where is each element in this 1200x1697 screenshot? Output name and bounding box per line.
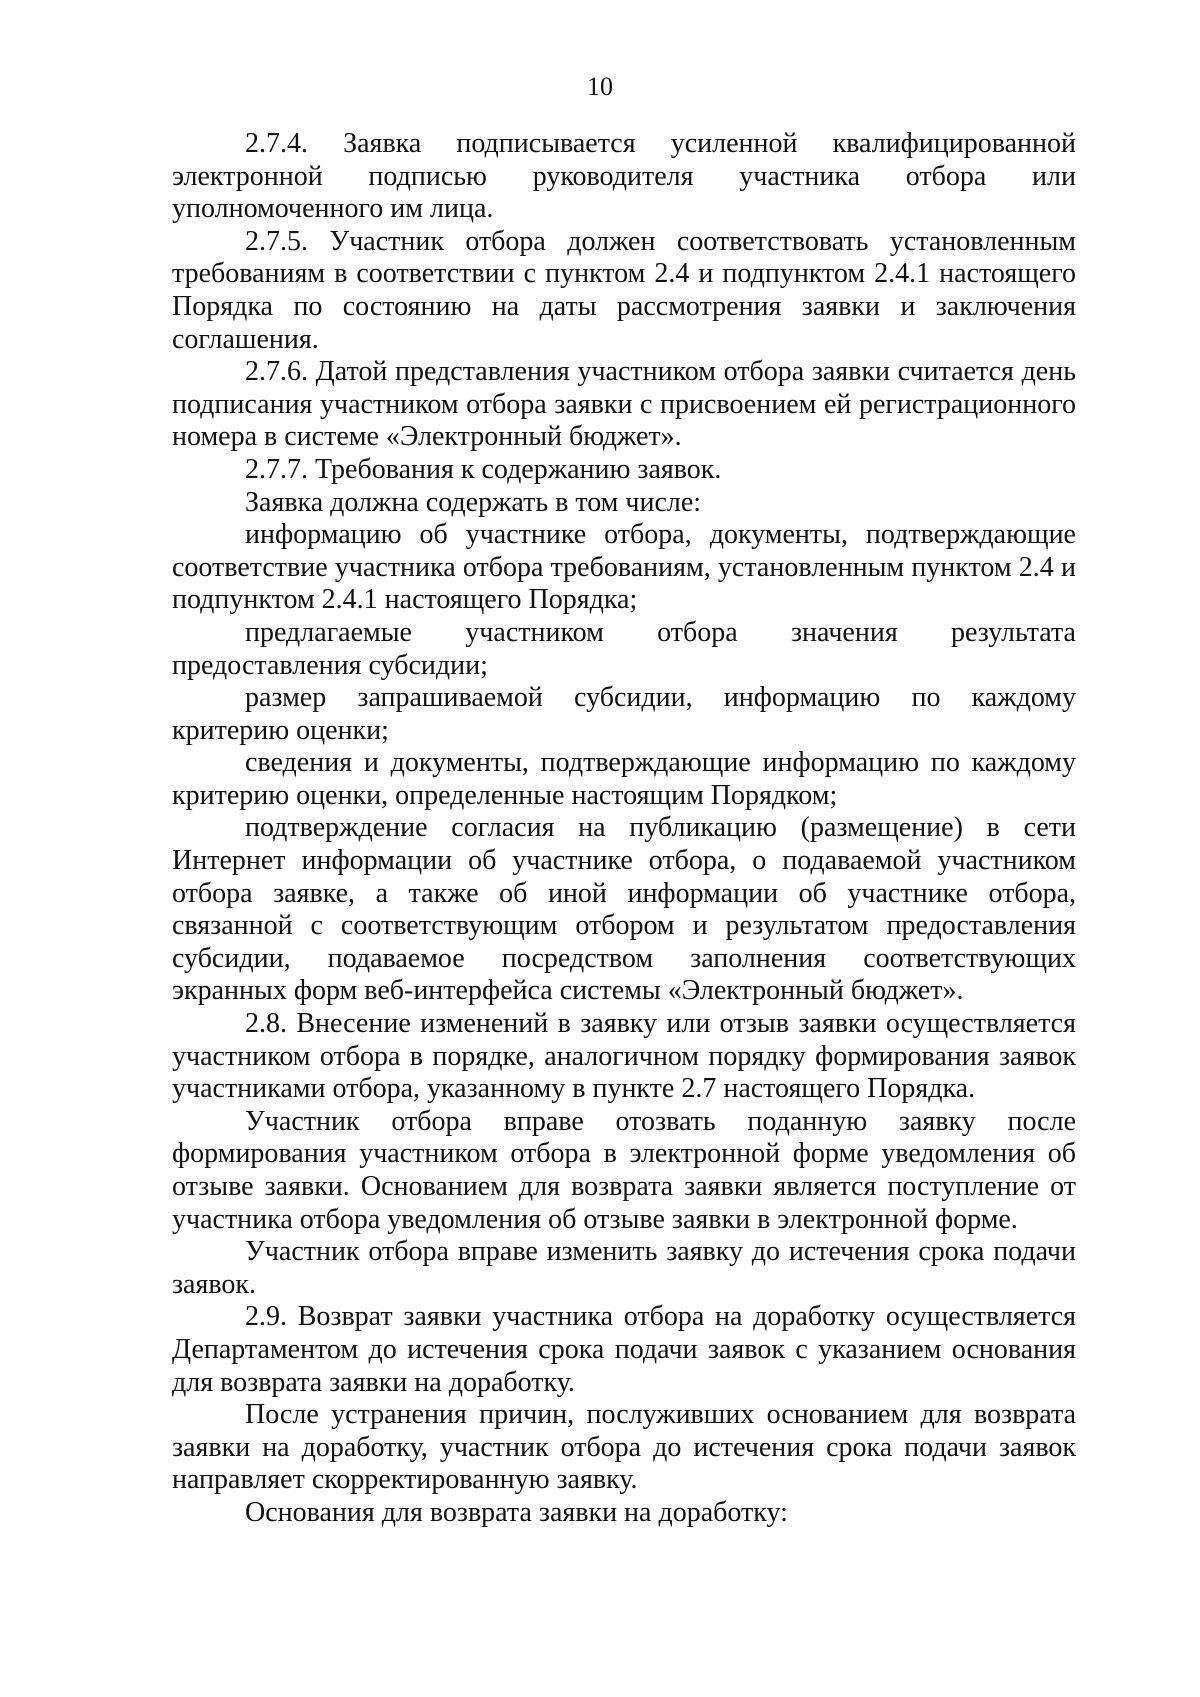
paragraph-2-7-5: 2.7.5. Участник отбора должен соответствовать установленным требованиям в соответствии с пунктом 2.4 и подпунктом 2.4.1 настоящего Порядка по состоянию на даты рассмотрения заявки и заключения соглашения. — [172, 225, 1076, 355]
paragraph-resubmission: После устранения причин, послуживших основанием для возврата заявки на доработку, участник отбора до истечения срока подачи заявок направляет скорректированную заявку. — [172, 1399, 1076, 1496]
paragraph-return-grounds: Основания для возврата заявки на доработку: — [245, 1496, 788, 1528]
paragraph-2-9: 2.9. Возврат заявки участника отбора на доработку осуществляется Департаментом до истечения срока подачи заявок с указанием основания для возврата заявки на доработку. — [172, 1301, 1076, 1398]
paragraph-result-values: предлагаемые участником отбора значения результата предоставления субсидии; — [172, 616, 1076, 681]
paragraph-criteria-documents: сведения и документы, подтверждающие информацию по каждому критерию оценки, определенные настоящим Порядком; — [172, 747, 1076, 811]
paragraph-2-7-6: 2.7.6. Датой представления участником отбора заявки считается день подписания участником отбора заявки с присвоением ей регистрационного номера в системе «Электронный бюджет». — [172, 356, 1076, 453]
page-number: 10 — [587, 72, 613, 101]
paragraph-change-application: Участник отбора вправе изменить заявку до истечения срока подачи заявок. — [172, 1236, 1076, 1300]
paragraph-withdraw-application: Участник отбора вправе отозвать поданную заявку после формирования участником отбора в электронной форме уведомления об отзыве заявки. Основанием для возврата заявки является поступление от участника отбора уведомления об отзыве заявки в электронной форме. — [172, 1105, 1076, 1235]
document-body — [172, 128, 1076, 1530]
paragraph-application-contents: Заявка должна содержать в том числе: — [245, 486, 702, 518]
paragraph-publication-consent: подтверждение согласия на публикацию (размещение) в сети Интернет информации об участнике отбора, о подаваемой участником отбора заявке, а также об иной информации об участнике отбора, связанной с соответствующим отбором и результатом предоставления субсидии, подаваемое посредством заполнения соответствующих экранных форм веб-интерфейса системы «Электронный бюджет». — [172, 812, 1076, 1007]
paragraph-2-7-4: 2.7.4. Заявка подписывается усиленной квалифицированной электронной подписью руководителя участника отбора или уполномоченного им лица. — [172, 128, 1076, 225]
paragraph-subsidy-amount: размер запрашиваемой субсидии, информацию по каждому критерию оценки; — [172, 682, 1076, 746]
paragraph-2-8: 2.8. Внесение изменений в заявку или отзыв заявки осуществляется участником отбора в порядке, аналогичном порядку формирования заявок участниками отбора, указанному в пункте 2.7 настоящего Порядка. — [172, 1008, 1076, 1105]
paragraph-participant-info: информацию об участнике отбора, документы, подтверждающие соответствие участника отбора требованиям, установленным пунктом 2.4 и подпунктом 2.4.1 настоящего Порядка; — [172, 519, 1076, 616]
paragraph-2-7-7: 2.7.7. Требования к содержанию заявок. — [245, 453, 722, 485]
